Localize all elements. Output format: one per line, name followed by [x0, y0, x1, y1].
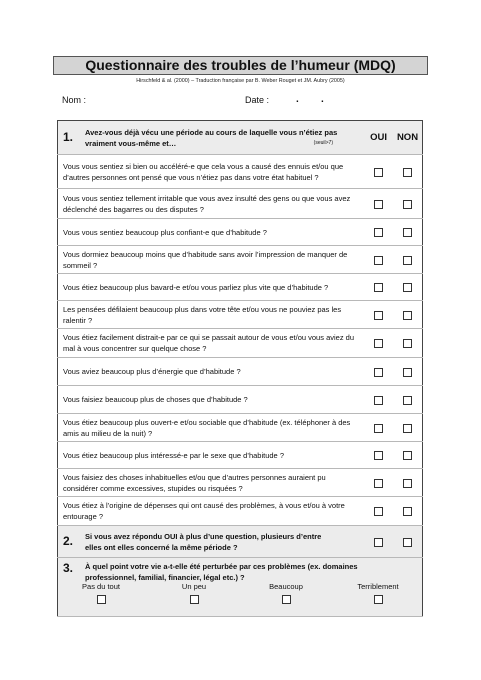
question-row — [58, 442, 423, 469]
question-text: Vous étiez facilement distrait-e par ce qui se passait autour de vous et/ou vous aviez du mal à vous concentrer sur quelque chose ? — [58, 329, 365, 358]
question-text: Vous étiez beaucoup plus ouvert-e et/ou sociable que d’habitude (ex. téléphoner à des amis au milieu de la nuit) ? — [58, 414, 365, 442]
credits-line: Hirschfeld & al. (2000) – Traduction française par B. Weber Rouget et JM. Aubry (2005) — [136, 78, 345, 84]
question-text: Vous vous sentiez tellement irritable que vous avez insulté des gens ou que vous avez déclenché des bagarres ou des disputes ? — [58, 189, 365, 219]
question-text: Vous dormiez beaucoup moins que d’habitude sans avoir l’impression de manquer de sommeil ? — [58, 246, 365, 274]
un-peu-checkbox[interactable] — [190, 595, 199, 604]
oui-checkbox[interactable] — [374, 479, 383, 488]
question-row — [58, 301, 423, 329]
disruption-scale — [57, 582, 423, 610]
question-1-text: Avez-vous déjà vécu une période au cours de laquelle vous n’étiez pas vraiment vous-même et… (seuil>7) — [85, 127, 338, 148]
question-text: Vous étiez à l’origine de dépenses qui ont causé des problèmes, à vous et/ou à votre entourage ? — [58, 497, 365, 526]
question-row — [58, 414, 423, 442]
non-checkbox[interactable] — [403, 507, 412, 516]
oui-checkbox[interactable] — [374, 339, 383, 348]
threshold-note: (seuil>7) — [313, 139, 333, 146]
question-row — [58, 219, 423, 246]
question-3-text: À quel point votre vie a-t-elle été perturbée par ces problèmes (ex. domaines professionnel, familial, financier, légal etc.) ? — [85, 562, 358, 582]
page-title: Questionnaire des troubles de l’humeur (MDQ) — [53, 56, 428, 75]
non-checkbox[interactable] — [403, 451, 412, 460]
non-checkbox[interactable] — [403, 424, 412, 433]
question-text: Vous vous sentiez si bien ou accéléré-e que cela vous a causé des ennuis et/ou que d’autres personnes ont pensé que vous n’étiez pas dans votre état habituel ? — [58, 155, 365, 189]
pas-du-tout-checkbox[interactable] — [97, 595, 106, 604]
column-oui: OUI — [364, 121, 393, 155]
terriblement-checkbox[interactable] — [374, 595, 383, 604]
oui-checkbox[interactable] — [374, 311, 383, 320]
scale-option — [56, 582, 146, 604]
question-2-row — [58, 526, 423, 558]
question-row — [58, 155, 423, 189]
question-text: Vous aviez beaucoup plus d’énergie que d’habitude ? — [58, 358, 365, 386]
date-label: Date : — [245, 95, 270, 105]
oui-checkbox[interactable] — [374, 256, 383, 265]
question-row — [58, 497, 423, 526]
scale-option-label: Un peu — [181, 582, 207, 591]
oui-checkbox[interactable] — [374, 368, 383, 377]
question-text: Vous étiez beaucoup plus bavard-e et/ou vous parliez plus vite que d’habitude ? — [58, 274, 365, 301]
non-checkbox[interactable] — [403, 228, 412, 237]
question-number: 1. — [63, 130, 74, 144]
non-checkbox[interactable] — [403, 256, 412, 265]
non-checkbox[interactable] — [403, 200, 412, 209]
scale-option — [149, 582, 239, 604]
question-number: 3. — [63, 561, 74, 575]
non-checkbox[interactable] — [403, 339, 412, 348]
question-row — [58, 329, 423, 358]
question-text: Vous étiez beaucoup plus intéressé-e par le sexe que d’habitude ? — [58, 442, 365, 469]
scale-option-label: Beaucoup — [269, 582, 303, 591]
oui-checkbox[interactable] — [374, 228, 383, 237]
date-separator: . — [321, 94, 324, 105]
non-checkbox[interactable] — [403, 368, 412, 377]
scale-option-label: Pas du tout — [82, 582, 120, 591]
oui-checkbox[interactable] — [374, 538, 383, 547]
oui-checkbox[interactable] — [374, 200, 383, 209]
non-checkbox[interactable] — [403, 168, 412, 177]
non-checkbox[interactable] — [403, 479, 412, 488]
question-2-text: Si vous avez répondu OUI à plus d’une question, plusieurs d’entre elles ont elles concerné la même période ? — [85, 531, 322, 552]
non-checkbox[interactable] — [403, 311, 412, 320]
nom-label: Nom : — [62, 95, 87, 105]
oui-checkbox[interactable] — [374, 507, 383, 516]
question-text: Vous faisiez beaucoup plus de choses que d’habitude ? — [58, 386, 365, 414]
non-checkbox[interactable] — [403, 283, 412, 292]
oui-checkbox[interactable] — [374, 451, 383, 460]
oui-checkbox[interactable] — [374, 168, 383, 177]
question-text: Vous faisiez des choses inhabituelles et/ou que d’autres personnes auraient pu considérer comme excessives, stupides ou risquées ? — [58, 469, 365, 497]
oui-checkbox[interactable] — [374, 396, 383, 405]
scale-option — [333, 582, 423, 604]
question-text: Vous vous sentiez beaucoup plus confiant-e que d’habitude ? — [58, 219, 365, 246]
question-row — [58, 246, 423, 274]
question-number: 2. — [63, 534, 74, 548]
question-1-header — [58, 121, 423, 155]
date-separator: . — [296, 94, 299, 105]
column-non: NON — [393, 121, 422, 155]
question-row — [58, 274, 423, 301]
oui-checkbox[interactable] — [374, 283, 383, 292]
non-checkbox[interactable] — [403, 396, 412, 405]
beaucoup-checkbox[interactable] — [282, 595, 291, 604]
questionnaire-table — [57, 120, 423, 617]
question-text: Les pensées défilaient beaucoup plus dans votre tête et/ou vous ne pouviez pas les ralentir ? — [58, 301, 365, 329]
question-row — [58, 189, 423, 219]
non-checkbox[interactable] — [403, 538, 412, 547]
question-row — [58, 386, 423, 414]
scale-option-label: Terriblement — [357, 582, 399, 591]
question-row — [58, 358, 423, 386]
oui-checkbox[interactable] — [374, 424, 383, 433]
scale-option — [241, 582, 331, 604]
question-row — [58, 469, 423, 497]
